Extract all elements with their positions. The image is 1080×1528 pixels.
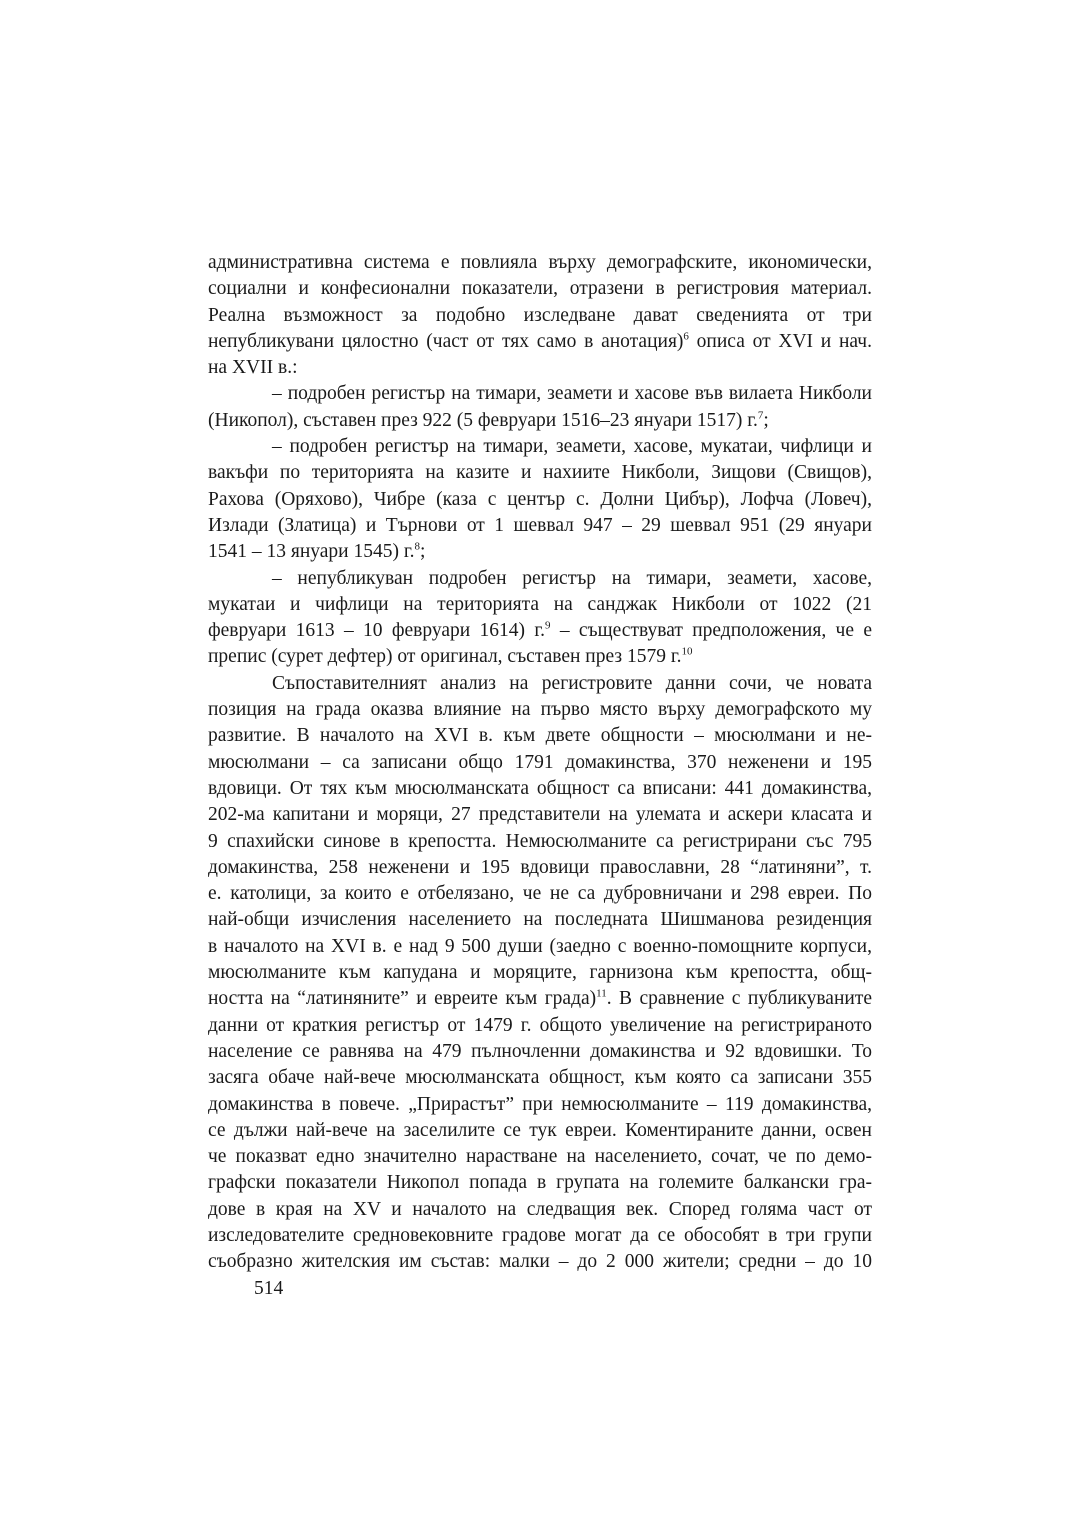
footnote-ref: 10 [681,645,693,658]
text-line: развитие. В началото на XVI в. към двете общности – мюсюлмани и не- [208,725,872,747]
footnote-ref: 7 [757,409,764,422]
paragraph-register-2 [208,434,872,565]
text-line: – подробен регистър на тимари, зеамети и хасове във вилаета Никболи [272,383,872,405]
text-line: вакъфи по територията на казите и нахиите Никболи, Зищови (Свищов), [208,462,872,484]
text-line: позиция на града оказва влияние на първо място върху демографското му [208,699,872,721]
text-line: социални и конфесионални показатели, отразени в регистровия материал. [208,278,872,300]
text-line: графски показатели Никопол попада в групата на големите балкански гра- [208,1172,872,1194]
text-line: мукатаи и чифлици на територията на санджак Никболи от 1022 (21 [208,593,872,615]
text-line: – непубликуван подробен регистър на тимари, зеамети, хасове, [272,567,872,589]
text-line: домакинства в повече. „Прирастът” при немюсюлманите – 119 домакинства, [208,1093,872,1115]
text-line: 9 спахийски синове в крепостта. Немюсюлманите са регистрирани със 795 [208,830,872,852]
text-line: е. католици, за които е отбелязано, че не са дубровничани и 298 евреи. По [208,883,872,905]
page-number: 514 [254,1278,284,1299]
text-line: че показват едно значително нарастване на населението, сочат, че по демо- [208,1146,872,1168]
text-line: ността на “латиняните” и евреите към града)$^{11}$. В сравнение с публикуваните [208,987,872,1010]
text-line: домакинства, 258 неженени и 195 вдовици православни, 28 “латиняни”, т. [208,856,872,878]
document-body [208,250,872,1276]
text-line: изследователите средновековните градове могат да се обособят в три групи [208,1224,872,1246]
text-line: засяга обаче най-вече мюсюлманската общност, към която са записани 355 [208,1067,872,1089]
text-line: население се равнява на 479 пълночленни домакинства и 92 вдовишки. То [208,1040,872,1062]
text-line: дове в края на XV и началото на следващия век. Според голяма част от [208,1198,872,1220]
text-line: непубликувани цялостно (част от тях само в анотация)$^6$ описа от XVI и нач. [208,330,872,352]
text-line: февруари 1613 – 10 февруари 1614) г.$^9$ – съществуват предположения, че е [208,619,872,642]
text-line: Реална възможност за подобно изследване дават сведенията от три [208,304,872,326]
text-line: 202-ма капитани и моряци, 27 представители на улемата и аскери класата и [208,804,872,826]
text-line: 1541 – 13 януари 1545) г.$^8$; [208,540,426,563]
text-line: мюсюлмани – са записани общо 1791 домакинства, 370 неженени и 195 [208,751,872,773]
footnote-ref: 8 [414,540,421,553]
paragraph-intro [208,250,872,381]
text-line: съобразно жителския им състав: малки – до 2 000 жители; средни – до 10 [208,1251,872,1273]
paragraph-analysis [208,671,872,1276]
text-line: Излади (Златица) и Търнови от 1 шеввал 947 – 29 шеввал 951 (29 януари [208,514,872,536]
text-line: административна система е повлияла върху демографските, икономически, [208,252,872,273]
text-line: в началото на XVI в. е над 9 500 души (заедно с военно-помощните корпуси, [208,935,872,957]
text-line: вдовици. От тях към мюсюлманската общност са вписани: 441 домакинства, [208,777,872,799]
text-line: данни от краткия регистър от 1479 г. общото увеличение на регистрираното [208,1014,872,1036]
paragraph-register-3 [208,566,872,671]
footnote-ref: 6 [683,330,689,343]
text-line: най-общи изчисления населението на последната Шишманова резиденция [208,909,872,931]
footnote-ref: 9 [545,619,551,632]
paragraph-register-1 [208,381,872,434]
text-line: се дължи най-вече на заселилите се тук евреи. Коментираните данни, освен [208,1119,872,1141]
text-line: мюсюлманите към капудана и моряците, гарнизона към крепостта, общ- [208,962,872,984]
text-line: (Никопол), съставен през 922 (5 февруари 1516–23 януари 1517) г.$^7$; [208,409,769,431]
text-line: Рахова (Оряхово), Чибре (каза с център с. Долни Цибър), Лофча (Ловеч), [208,488,872,510]
text-line: на XVII в.: [208,357,298,379]
text-line: препис (сурет дефтер) от оригинал, съставен през 1579 г.$^{10}$ [208,645,693,668]
text-line: Съпоставителният анализ на регистровите данни сочи, че новата [272,672,872,694]
footnote-ref: 11 [596,987,607,1000]
text-line: – подробен регистър на тимари, зеамети, хасове, мукатаи, чифлици и [272,436,872,458]
